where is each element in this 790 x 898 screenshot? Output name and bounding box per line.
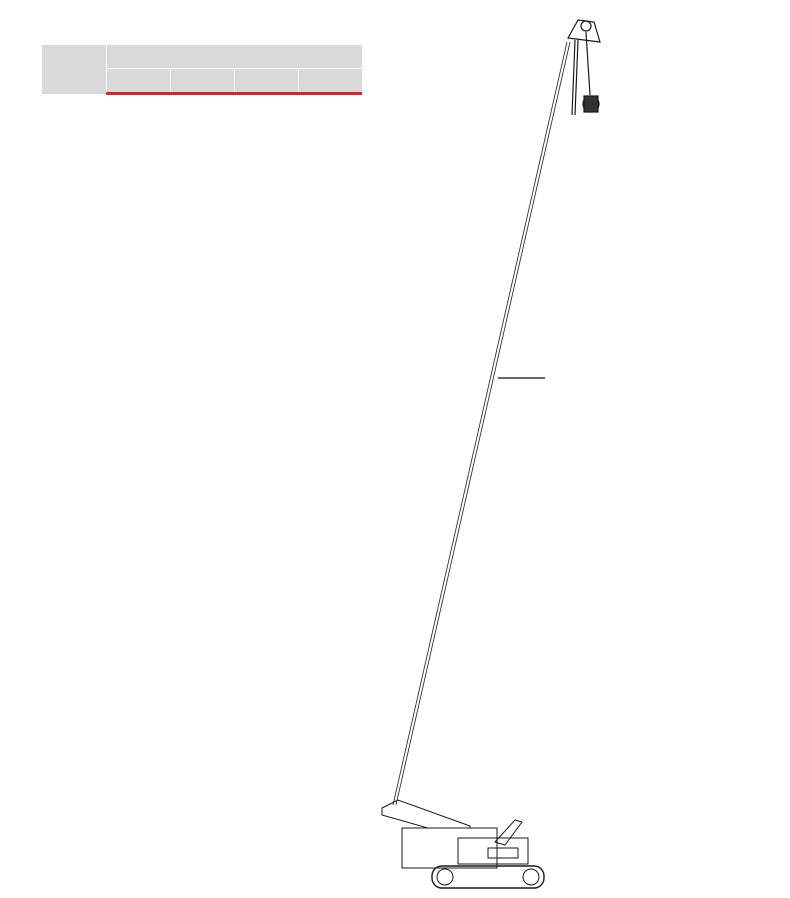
boom-top-head (568, 20, 600, 115)
crane-base (382, 800, 544, 888)
pendant-ropes (393, 42, 570, 805)
